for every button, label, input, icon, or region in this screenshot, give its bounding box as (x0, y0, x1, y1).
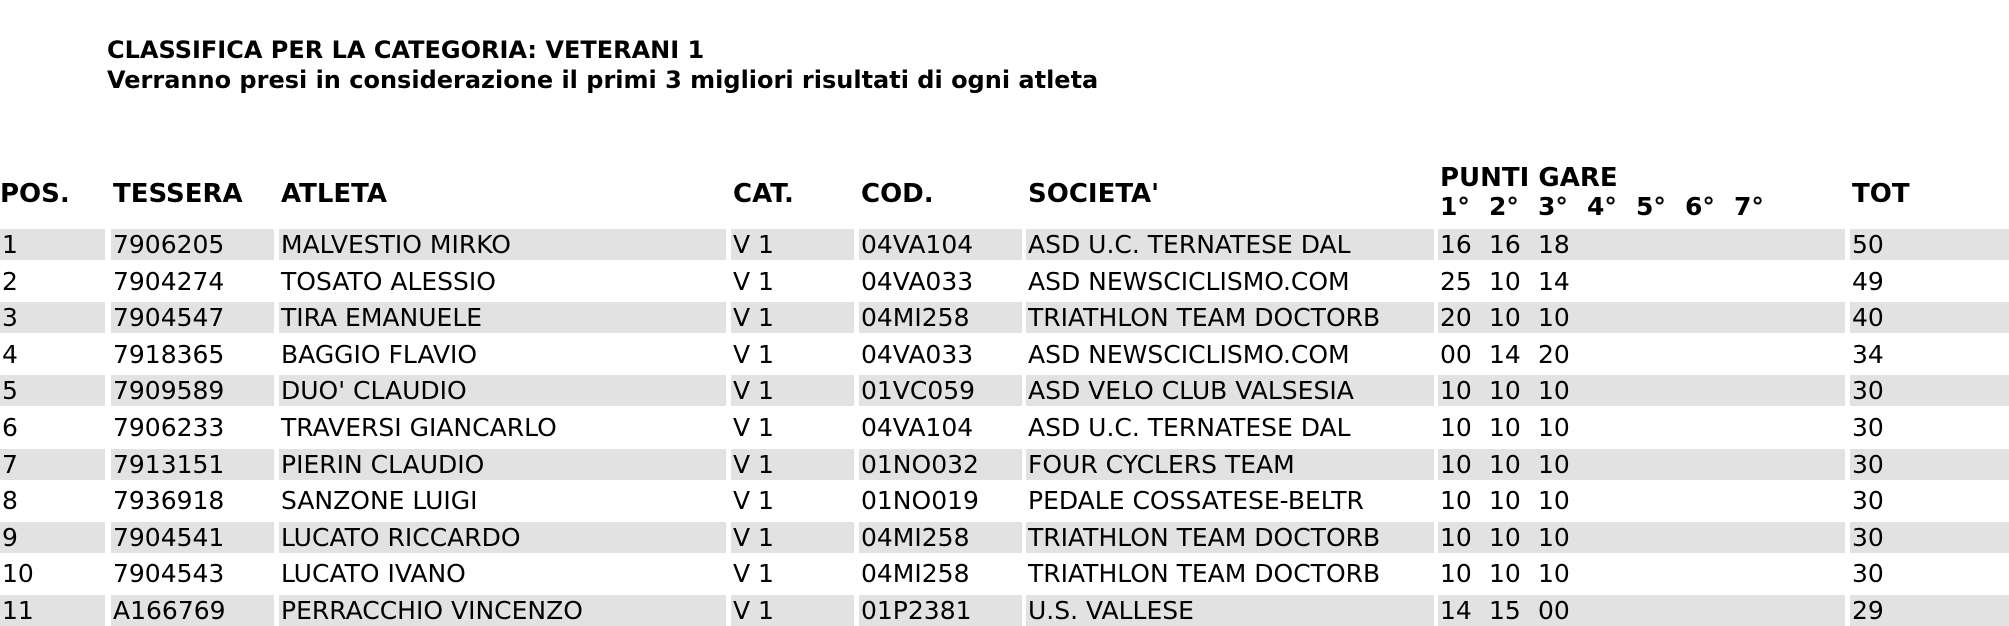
cell-societa: ASD VELO CLUB VALSESIA (1026, 375, 1434, 406)
header-gara-6: 6° (1685, 192, 1715, 221)
cell-punti (1438, 595, 1845, 626)
cell-g1: 10 (1440, 376, 1472, 405)
cell-societa: U.S. VALLESE (1026, 595, 1434, 626)
cell-pos: 11 (0, 595, 105, 626)
cell-societa: TRIATHLON TEAM DOCTORB (1026, 522, 1434, 553)
cell-tessera: 7906233 (113, 413, 225, 442)
cell-g2: 10 (1489, 376, 1521, 405)
cell-pos: 2 (2, 267, 18, 296)
cell-cod: 04VA104 (859, 229, 1022, 260)
header-gara-7: 7° (1734, 192, 1764, 221)
cell-tessera: 7906205 (111, 229, 274, 260)
table-row (0, 412, 2009, 443)
cell-punti (1438, 485, 1845, 516)
header-atleta: ATLETA (281, 179, 388, 209)
cell-g2: 15 (1489, 596, 1521, 625)
cell-pos: 9 (0, 522, 105, 553)
cell-tessera: 7936918 (113, 486, 225, 515)
table-row (0, 375, 2009, 406)
cell-tessera: 7904541 (111, 522, 274, 553)
cell-g1: 00 (1440, 340, 1472, 369)
cell-cat: V 1 (731, 375, 854, 406)
cell-tot: 50 (1850, 229, 2009, 260)
cell-tot: 30 (1852, 486, 1884, 515)
cell-atleta: MALVESTIO MIRKO (279, 229, 726, 260)
cell-cat: V 1 (733, 267, 774, 296)
cell-g1: 10 (1440, 523, 1472, 552)
cell-cat: V 1 (731, 229, 854, 260)
cell-g2: 10 (1489, 267, 1521, 296)
cell-tot: 34 (1852, 340, 1884, 369)
cell-punti (1438, 302, 1845, 333)
cell-g1: 10 (1440, 413, 1472, 442)
cell-societa: ASD U.C. TERNATESE DAL (1026, 229, 1434, 260)
cell-g3: 00 (1538, 596, 1570, 625)
cell-g2: 14 (1489, 340, 1521, 369)
cell-cat: V 1 (733, 559, 774, 588)
cell-cod: 04MI258 (859, 522, 1022, 553)
header-cod: COD. (861, 179, 934, 209)
cell-punti (1438, 229, 1845, 260)
table-row (0, 266, 2009, 297)
cell-cat: V 1 (733, 340, 774, 369)
cell-tot: 30 (1852, 413, 1884, 442)
cell-cat: V 1 (731, 449, 854, 480)
cell-punti (1438, 375, 1845, 406)
table-row (0, 449, 2009, 480)
cell-g1: 20 (1440, 303, 1472, 332)
header-gare-numbers (1440, 192, 1783, 221)
header-societa: SOCIETA' (1028, 179, 1160, 209)
cell-g3: 10 (1538, 523, 1570, 552)
cell-cat: V 1 (731, 302, 854, 333)
cell-atleta: TIRA EMANUELE (279, 302, 726, 333)
cell-cat: V 1 (731, 595, 854, 626)
cell-g1: 14 (1440, 596, 1472, 625)
cell-g1: 25 (1440, 267, 1472, 296)
cell-tot: 40 (1850, 302, 2009, 333)
cell-cat: V 1 (731, 522, 854, 553)
cell-pos: 6 (2, 413, 18, 442)
cell-tessera: 7904547 (111, 302, 274, 333)
cell-cod: 01NO032 (859, 449, 1022, 480)
cell-punti (1438, 339, 1845, 370)
cell-tessera: 7913151 (111, 449, 274, 480)
cell-pos: 5 (0, 375, 105, 406)
header-gara-4: 4° (1587, 192, 1617, 221)
cell-g2: 10 (1489, 450, 1521, 479)
cell-pos: 7 (0, 449, 105, 480)
cell-tessera: 7904543 (113, 559, 225, 588)
header-tot: TOT (1852, 179, 1910, 209)
cell-atleta: BAGGIO FLAVIO (281, 340, 478, 369)
cell-punti (1438, 412, 1845, 443)
cell-cod: 04VA104 (861, 413, 974, 442)
cell-cat: V 1 (733, 486, 774, 515)
cell-atleta: PIERIN CLAUDIO (279, 449, 726, 480)
cell-cod: 01P2381 (859, 595, 1022, 626)
cell-tessera: 7918365 (113, 340, 225, 369)
cell-societa: FOUR CYCLERS TEAM (1026, 449, 1434, 480)
page-title: CLASSIFICA PER LA CATEGORIA: VETERANI 1 (107, 36, 705, 64)
cell-g3: 14 (1538, 267, 1570, 296)
cell-societa: ASD NEWSCICLISMO.COM (1028, 340, 1350, 369)
cell-tessera: A166769 (111, 595, 274, 626)
cell-punti (1438, 558, 1845, 589)
header-gara-3: 3° (1538, 192, 1568, 221)
cell-g3: 10 (1538, 559, 1570, 588)
cell-g3: 10 (1538, 450, 1570, 479)
cell-tot: 30 (1852, 559, 1884, 588)
header-tessera: TESSERA (113, 179, 243, 209)
cell-g2: 10 (1489, 486, 1521, 515)
cell-cod: 04VA033 (861, 267, 974, 296)
cell-tot: 30 (1850, 375, 2009, 406)
header-pos: POS. (0, 179, 70, 209)
cell-pos: 8 (2, 486, 18, 515)
cell-g2: 16 (1489, 230, 1521, 259)
cell-g3: 20 (1538, 340, 1570, 369)
cell-atleta: PERRACCHIO VINCENZO (279, 595, 726, 626)
cell-g3: 10 (1538, 413, 1570, 442)
cell-pos: 4 (2, 340, 18, 369)
cell-atleta: LUCATO RICCARDO (279, 522, 726, 553)
cell-g3: 10 (1538, 486, 1570, 515)
cell-atleta: LUCATO IVANO (281, 559, 466, 588)
cell-societa: TRIATHLON TEAM DOCTORB (1028, 559, 1381, 588)
cell-g1: 16 (1440, 230, 1472, 259)
table-row (0, 302, 2009, 333)
table-row (0, 522, 2009, 553)
cell-punti (1438, 266, 1845, 297)
table-row (0, 339, 2009, 370)
header-cat: CAT. (733, 179, 794, 209)
cell-punti (1438, 449, 1845, 480)
cell-g3: 18 (1538, 230, 1570, 259)
header-gara-5: 5° (1636, 192, 1666, 221)
cell-g2: 10 (1489, 559, 1521, 588)
cell-atleta: SANZONE LUIGI (281, 486, 478, 515)
cell-tot: 30 (1850, 522, 2009, 553)
cell-tessera: 7909589 (111, 375, 274, 406)
cell-g2: 10 (1489, 523, 1521, 552)
cell-cod: 04MI258 (859, 302, 1022, 333)
cell-societa: ASD NEWSCICLISMO.COM (1028, 267, 1350, 296)
cell-pos: 10 (2, 559, 34, 588)
header-gara-1: 1° (1440, 192, 1470, 221)
cell-tot: 30 (1850, 449, 2009, 480)
cell-g1: 10 (1440, 486, 1472, 515)
cell-g3: 10 (1538, 303, 1570, 332)
page-subtitle: Verranno presi in considerazione il primi 3 migliori risultati di ogni atleta (107, 66, 1099, 94)
cell-cat: V 1 (733, 413, 774, 442)
cell-cod: 01NO019 (861, 486, 979, 515)
table-row (0, 229, 2009, 260)
cell-g1: 10 (1440, 450, 1472, 479)
table-row (0, 485, 2009, 516)
table-row (0, 558, 2009, 589)
header-gara-2: 2° (1489, 192, 1519, 221)
cell-cod: 04VA033 (861, 340, 974, 369)
cell-societa: ASD U.C. TERNATESE DAL (1028, 413, 1351, 442)
table-row (0, 595, 2009, 626)
cell-g1: 10 (1440, 559, 1472, 588)
cell-atleta: TRAVERSI GIANCARLO (281, 413, 557, 442)
cell-g3: 10 (1538, 376, 1570, 405)
cell-atleta: TOSATO ALESSIO (281, 267, 496, 296)
cell-g2: 10 (1489, 413, 1521, 442)
cell-tot: 49 (1852, 267, 1884, 296)
cell-cod: 01VC059 (859, 375, 1022, 406)
cell-pos: 3 (0, 302, 105, 333)
cell-punti (1438, 522, 1845, 553)
cell-pos: 1 (0, 229, 105, 260)
cell-cod: 04MI258 (861, 559, 970, 588)
cell-tessera: 7904274 (113, 267, 225, 296)
cell-tot: 29 (1850, 595, 2009, 626)
cell-g2: 10 (1489, 303, 1521, 332)
cell-societa: TRIATHLON TEAM DOCTORB (1026, 302, 1434, 333)
cell-societa: PEDALE COSSATESE-BELTR (1028, 486, 1364, 515)
cell-atleta: DUO' CLAUDIO (279, 375, 726, 406)
header-punti-gare: PUNTI GARE (1440, 163, 1618, 193)
